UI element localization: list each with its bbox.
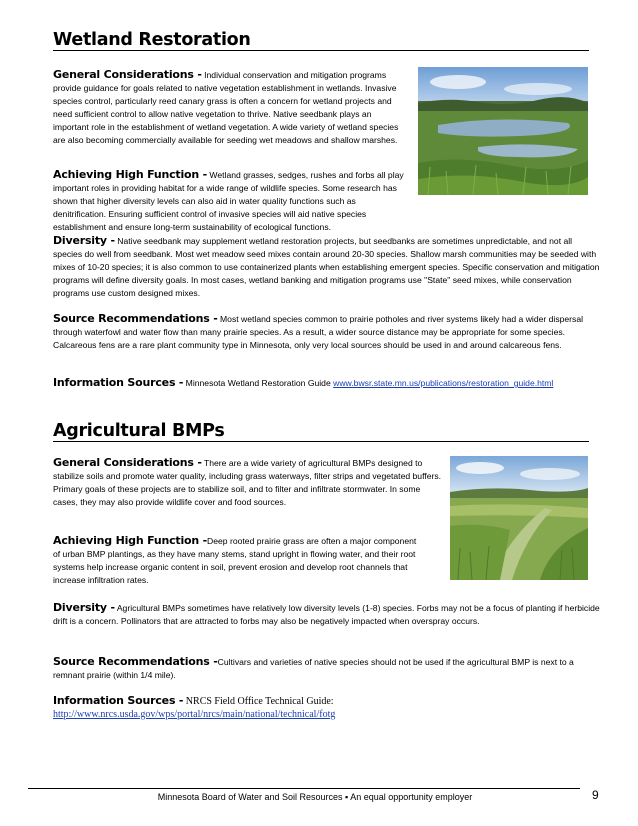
wetland-diversity-heading: Diversity - — [53, 234, 115, 247]
ag-general-text: There are a wide variety of agricultural BMPs designed to stabilize soils and promote water quality, including grass waterways, filter strips and vegetated buffers. Primary goals of these projects are to stabilize soil, and to filter and infiltrate stormwater. In some cases, they may also provide wildlife cover and food sources. — [53, 458, 442, 507]
ag-info-paragraph — [53, 694, 601, 721]
wetland-source-text: Most wetland species common to prairie potholes and river systems likely had a wider dispersal through waterfowl and water flow than many prairie species. As a result, a wider source distance may be appropriate for some species. Calcareous fens are a rare plant community type in Minnesota, only very local sources should be used in and around calcareous fens. — [53, 314, 584, 350]
ag-info-heading: Information Sources - — [53, 694, 184, 707]
wetland-info-paragraph — [53, 376, 601, 390]
wetland-source-paragraph — [53, 312, 601, 352]
wetland-general-text: Individual conservation and mitigation programs provide guidance for goals related to native vegetation establishment in wetlands. Invasive species control, particularly reed canary grass is often a concern for wetland projects and need sufficient control to allow native vegetation to thrive. Native seedbank plays an important role in the establishment of wetland vegetation. A wide variety of wetland species are also becoming commercially available for seeding wet meadows and shallow marshes. — [53, 70, 399, 145]
wetland-general-paragraph — [53, 68, 405, 147]
ag-achieving-text: Deep rooted prairie grass are often a major component of urban BMP plantings, as they have many stems, stand upright in flowing water, and their root systems help increase organic content in soil, prevent erosion and develop root channels that increase infiltration rates. — [53, 536, 417, 585]
ag-source-text: Cultivars and varieties of native species should not be used if the agricultural BMP is next to a remnant prairie (within 1/4 mile). — [53, 657, 574, 680]
wetland-info-text: Minnesota Wetland Restoration Guide — [183, 378, 334, 388]
wetland-achieving-text: Wetland grasses, sedges, rushes and forbs all play important roles in providing habitat for a wide range of wildlife species. Some research has shown that higher diversity levels can also aid in water quality functions such as denitrification. Ensuring sufficient control of invasive species will aid native species establishment and ensure long-term sustainability of ecological functions. — [53, 170, 404, 232]
ag-achieving-paragraph — [53, 534, 423, 587]
wetland-diversity-paragraph — [53, 234, 601, 300]
ag-diversity-text: Agricultural BMPs sometimes have relatively low diversity levels (1-8) species. Forbs may not be a focus of planting if herbicide drift is a concern. Pollinators that are attracted to forbs may also be negatively impacted when overspray occurs. — [53, 603, 600, 626]
ag-source-heading: Source Recommendations - — [53, 655, 218, 668]
wetland-photo — [418, 67, 588, 195]
wetland-info-heading: Information Sources - — [53, 376, 184, 389]
ag-source-paragraph — [53, 655, 601, 682]
page-number: 9 — [592, 788, 599, 802]
wetland-general-heading: General Considerations - — [53, 68, 202, 81]
ag-achieving-heading: Achieving High Function - — [53, 534, 208, 547]
ag-general-heading: General Considerations - — [53, 456, 202, 469]
wetland-achieving-heading: Achieving High Function - — [53, 168, 208, 181]
ag-general-paragraph — [53, 456, 445, 509]
wetland-section-title: Wetland Restoration — [53, 30, 251, 50]
footer-rule — [28, 788, 580, 789]
wetland-info-link[interactable]: www.bwsr.state.mn.us/publications/restoration_guide.html — [333, 378, 554, 388]
ag-info-text: NRCS Field Office Technical Guide: — [183, 696, 334, 707]
wetland-diversity-text: Native seedbank may supplement wetland restoration projects, but seedbanks are sometimes unpredictable, and not all species do well from seedbank. Most wet meadow seed mixes contain around 20-30 species. Shallow marsh communities may be seeded with mixes of 10-20 species; it is also common to use containerized plants when establishing emergent species. Specific conservation and mitigation programs will define diversity goals. In most cases, wetland banking and mitigation programs use "State" seed mixes, while conservation programs use custom designed mixes. — [53, 236, 600, 298]
ag-diversity-paragraph — [53, 601, 601, 628]
ag-info-link[interactable]: http://www.nrcs.usda.gov/wps/portal/nrcs/main/national/technical/fotg — [53, 709, 336, 720]
ag-title-rule — [53, 441, 589, 442]
wetland-achieving-paragraph — [53, 168, 405, 234]
ag-section-title: Agricultural BMPs — [53, 421, 225, 441]
wetland-title-rule — [53, 50, 589, 51]
wetland-source-heading: Source Recommendations - — [53, 312, 218, 325]
agricultural-photo — [450, 456, 588, 580]
ag-diversity-heading: Diversity - — [53, 601, 115, 614]
footer-text: Minnesota Board of Water and Soil Resources ▪ An equal opportunity employer — [157, 792, 473, 802]
